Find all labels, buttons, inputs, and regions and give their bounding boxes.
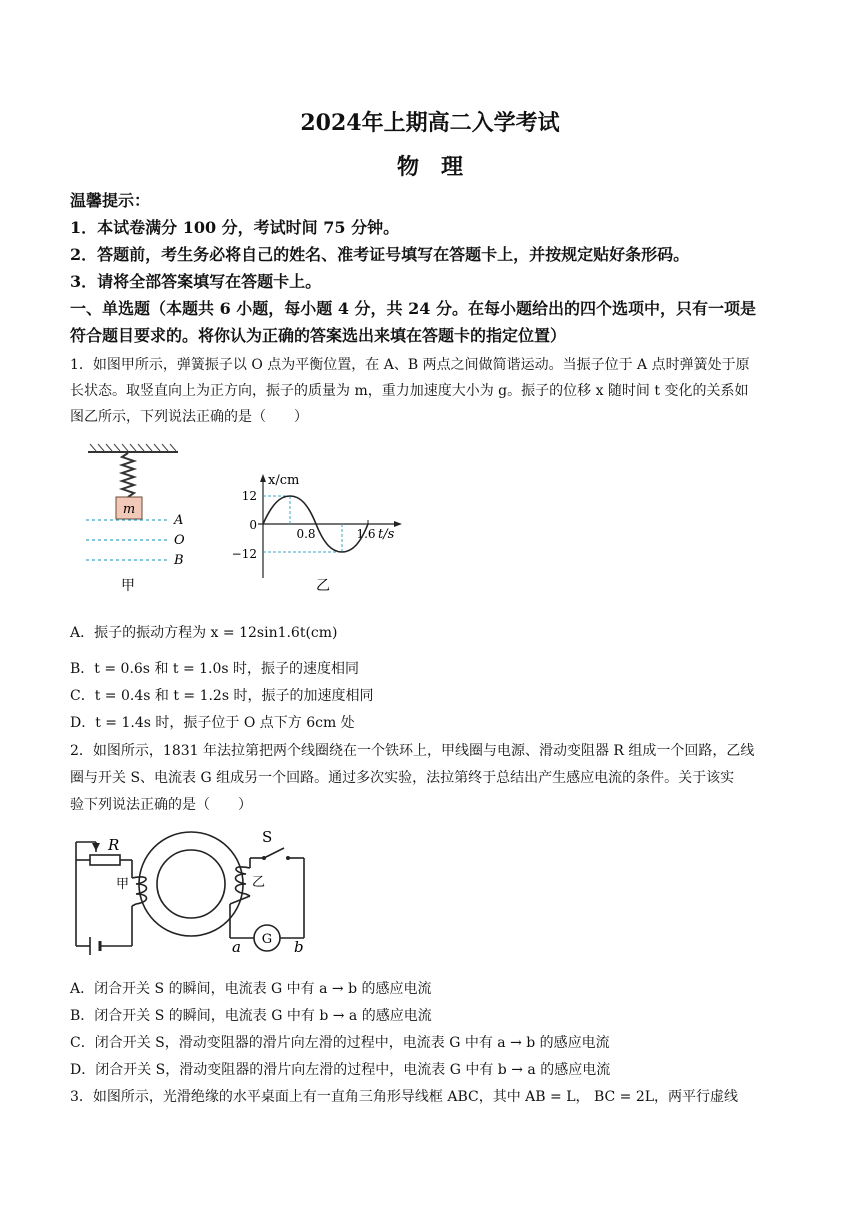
figure-caption-jia: 甲 (121, 578, 135, 594)
point-b-label: B (174, 553, 184, 568)
figure-caption-yi: 乙 (316, 578, 330, 594)
q1-option-b: B．t = 0.6s 和 t = 1.0s 时，振子的速度相同 (70, 661, 360, 677)
tip-item: 1．本试卷满分 100 分，考试时间 75 分钟。 (70, 218, 400, 237)
q1-stem-line: 长状态。取竖直向上为正方向，振子的质量为 m，重力加速度大小为 g。振子的位移 x 随时间 t 变化的关系如 (70, 383, 749, 399)
tick-0: 0 (249, 518, 257, 532)
mass-label: m (122, 502, 136, 517)
displacement-time-graph (228, 470, 408, 600)
label-a: a (232, 938, 241, 956)
q1-option-c: C．t = 0.4s 和 t = 1.2s 时，振子的加速度相同 (70, 688, 374, 704)
label-r: R (108, 836, 120, 854)
label-b: b (294, 938, 304, 956)
q1-stem-line: 1．如图甲所示，弹簧振子以 O 点为平衡位置，在 A、B 两点之间做简谐运动。当振子位于 A 点时弹簧处于原 (70, 357, 750, 373)
tips-heading: 温馨提示： (70, 191, 151, 210)
faraday-ring-circuit-figure (66, 828, 316, 958)
tick-0.8: 0.8 (296, 527, 316, 541)
label-jia: 甲 (116, 877, 130, 892)
point-a-label: A (174, 513, 184, 528)
section-heading: 一、单选题（本题共 6 小题，每小题 4 分，共 24 分。在每小题给出的四个选项中，只有一项是 (70, 299, 756, 318)
q2-option-c: C．闭合开关 S，滑动变阻器的滑片向左滑的过程中，电流表 G 中有 a → b 的感应电流 (70, 1035, 610, 1051)
x-axis-label: t/s (378, 527, 395, 542)
q1-stem-line: 图乙所示，下列说法正确的是（ ） (70, 409, 308, 425)
q2-option-b: B．闭合开关 S 的瞬间，电流表 G 中有 b → a 的感应电流 (70, 1008, 432, 1024)
exam-title: 2024年上期高二入学考试 (300, 110, 560, 136)
q1-option-d: D．t = 1.4s 时，振子位于 O 点下方 6cm 处 (70, 715, 355, 731)
point-o-label: O (174, 533, 185, 548)
q2-stem-line: 验下列说法正确的是（ ） (70, 797, 252, 813)
q2-stem-line: 2．如图所示，1831 年法拉第把两个线圈绕在一个铁环上，甲线圈与电源、滑动变阻器 R 组成一个回路，乙线 (70, 743, 755, 759)
spring-oscillator-figure (78, 440, 208, 600)
rheostat-r (90, 855, 120, 865)
label-yi: 乙 (252, 875, 266, 890)
q2-option-a: A．闭合开关 S 的瞬间，电流表 G 中有 a → b 的感应电流 (70, 981, 432, 997)
q3-stem-line: 3．如图所示，光滑绝缘的水平桌面上有一直角三角形导线框 ABC，其中 AB = L， BC = 2L，两平行虚线 (70, 1089, 739, 1105)
y-axis-label: x/cm (268, 473, 300, 488)
q1-option-a: A．振子的振动方程为 x = 12sin1.6t(cm) (70, 625, 338, 641)
tip-item: 2．答题前，考生务必将自己的姓名、准考证号填写在答题卡上，并按规定贴好条形码。 (70, 245, 690, 264)
q2-option-d: D．闭合开关 S，滑动变阻器的滑片向左滑的过程中，电流表 G 中有 b → a 的感应电流 (70, 1062, 611, 1078)
subject-title: 物 理 (396, 154, 463, 180)
tick-12: 12 (241, 489, 257, 503)
tip-item: 3．请将全部答案填写在答题卡上。 (70, 272, 322, 291)
tick-neg12: −12 (231, 547, 257, 561)
section-heading-cont: 符合题目要求的。将你认为正确的答案选出来填在答题卡的指定位置） (70, 326, 567, 345)
q2-stem-line: 圈与开关 S、电流表 G 组成另一个回路。通过多次实验，法拉第终于总结出产生感应电流的条件。关于该实 (70, 770, 735, 786)
label-s: S (262, 828, 273, 846)
tick-1.6: 1.6 (356, 527, 376, 541)
label-g: G (261, 932, 273, 947)
